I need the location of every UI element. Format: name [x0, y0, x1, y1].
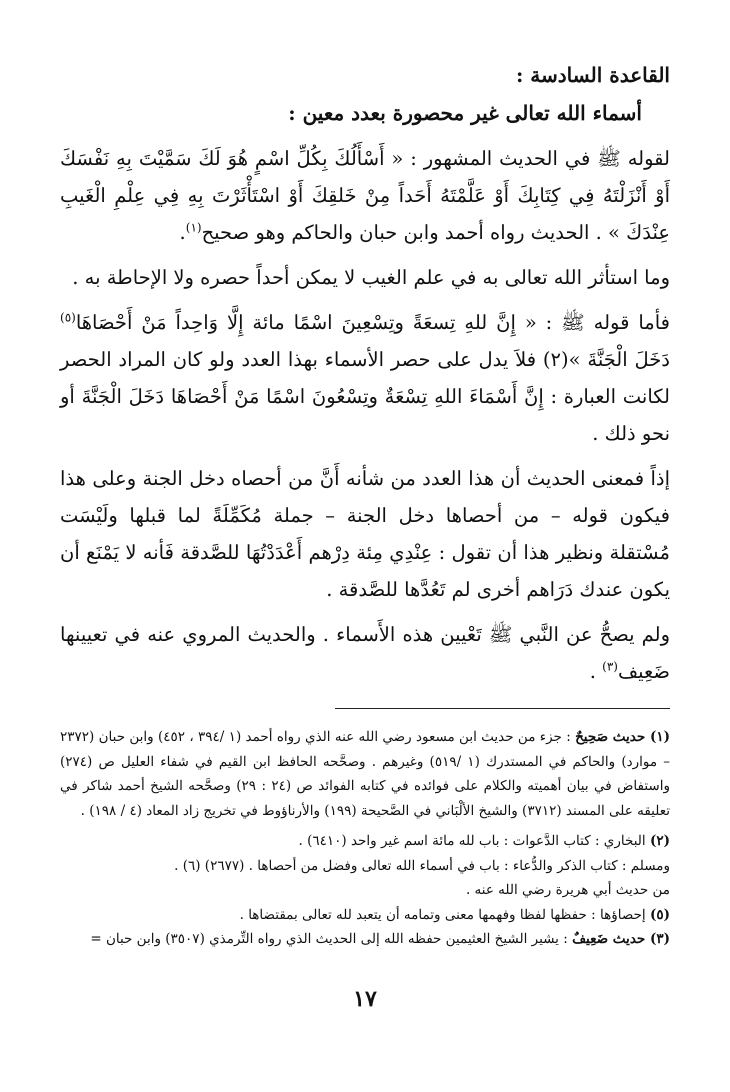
paragraph-tail: دَخَلَ الْجَنَّةَ »(٢) فلاَ يدل على حصر الأسماء بهذا العدد ولو كان المراد الحصر لكانت العبارة : إِنَّ أَسْمَاءَ اللهِ تِسْعَةٌ وتِسْعُونَ اسْمًا مَنْ أَحْصَاهَا دَخَلَ الْجَنَّةَ أو نحو ذلك .: [60, 348, 670, 445]
footnote-3: [60, 927, 670, 952]
paragraph-ninety-nine: [60, 304, 670, 452]
paragraph-text: ولم يصحُّ عن النَّبي ﷺ تَعْيين هذه الأَسماء . والحديث المروي عنه في تعيينها ضَعِيف: [60, 623, 670, 683]
paragraph-text: وما استأثر الله تعالى به في علم الغيب لا يمكن أحداً حصره ولا الإحاطة به .: [72, 266, 670, 289]
paragraph-meaning: [60, 460, 670, 608]
footnote-lead: (١) حديث صَحِيحٌ: [575, 729, 670, 745]
footnote-1: [60, 725, 670, 823]
footnote-text: : جزء من حديث ابن مسعود رضي الله عنه الذي رواه أحمد (١ /٣٩٤ ، ٤٥٢) وابن حبان (٢٣٧٢ – موارد) والحاكم في المستدرك (١ /٥١٩) وغيرهم . وصحَّحه الحافظ ابن القيم في شفاء العليل ص (٢٧٤) واستفاض في بيان أهميته والكلام على فوائده في كتابه الفوائد ص (٢٤ : ٢٩) وصحَّحه الشيخ أحمد شاكر في تعليقه على المسند (٣٧١٢) والشيخ الألْبَاني في الصَّحيحة (١٩٩) والأرناؤوط في تخريج زاد المعاد (٤ / ١٩٨) .: [60, 729, 671, 819]
footnote-ref: (٣): [602, 659, 618, 674]
footnote-ref: (١): [185, 220, 202, 235]
footnotes: [60, 725, 670, 952]
page-number: ١٧: [353, 986, 377, 1012]
paragraph-text: لقوله ﷺ في الحديث المشهور : « أَسْأَلُكَ بِكُلِّ اسْمٍ هُوَ لَكَ سَمَّيْتَ بِهِ نَفْسَكَ أَوْ أَنْزَلْتَهُ فِي كِتَابِكَ أَوْ عَلَّمْتَهُ أَحَداً مِنْ خَلقِكَ أَوْ اسْتَأْثَرْتَ بِهِ فِي عِلْمِ الْغَيبِ عِنْدَكَ » . الحديث رواه أحمد وابن حبان والحاكم وهو صحيح: [60, 147, 670, 244]
footnote-text: : يشير الشيخ العثيمين حفظه الله إلى الحديث الذي رواه التِّرمذي (٣٥٠٧) وابن حبان =: [90, 931, 573, 947]
footnote-text: ومسلم : كتاب الذكر والدُّعاء : باب في أسماء الله تعالى وفضل من أحصاها . (٢٦٧٧) (٦) .: [174, 857, 670, 874]
footnote-2: [60, 829, 670, 854]
footnote-ref: (٥): [60, 310, 76, 325]
rule-heading: القاعدة السادسة :: [515, 63, 670, 87]
footnote-lead: (٢): [649, 833, 670, 849]
paragraph-hadith: [60, 140, 670, 251]
footnote-lead: (٥): [649, 906, 670, 923]
footnote-5: [60, 903, 670, 928]
footnote-text: من حديث أبي هريرة رضي الله عنه .: [465, 882, 670, 898]
paragraph-text: فأما قوله ﷺ : « إِنَّ للهِ تِسعَةً وتِسْعِينَ اسْمًا مائة إِلَّا وَاحِداً مَنْ أَحْصَاهَا: [75, 311, 670, 334]
footnote-2-cont: [60, 854, 670, 879]
paragraph-tail: .: [179, 221, 186, 244]
footnote-lead: (٣) حديث ضَعِيفٌ: [572, 931, 670, 947]
paragraph-ghayb: [60, 259, 670, 296]
footnote-2-source: [60, 878, 670, 903]
footnote-text: إحصاؤها : حفظها لفظا وفهمها معنى وتمامه أن يتعبد لله تعالى بمقتضاها .: [239, 906, 650, 923]
rule-subheading: أسماء الله تعالى غير محصورة بعدد معين :: [288, 101, 642, 125]
paragraph-text: إذاً فمعنى الحديث أن هذا العدد من شأنه أَنَّ من أحصاه دخل الجنة وعلى هذا فيكون قوله – من أحصاها دخل الجنة – جملة مُكَمِّلَةً لما قبلها ولَيْسَت مُسْتقلة ونظير هذا أن تقول : عِنْدِي مِئة دِرْهم أَعْدَدْتُهَا للصَّدقة فَأنه لا يَمْنَع أن يكون عندك دَرَاهم أخرى لم تَعُدَّها للصَّدقة .: [60, 467, 670, 601]
paragraph-tail: .: [589, 660, 603, 683]
footnote-separator: [335, 708, 670, 709]
paragraph-weak-hadith: [60, 616, 670, 690]
footnote-text: البخاري : كتاب الدَّعوات : باب لله مائة اسم غير واحد (٦٤١٠) .: [298, 833, 650, 849]
